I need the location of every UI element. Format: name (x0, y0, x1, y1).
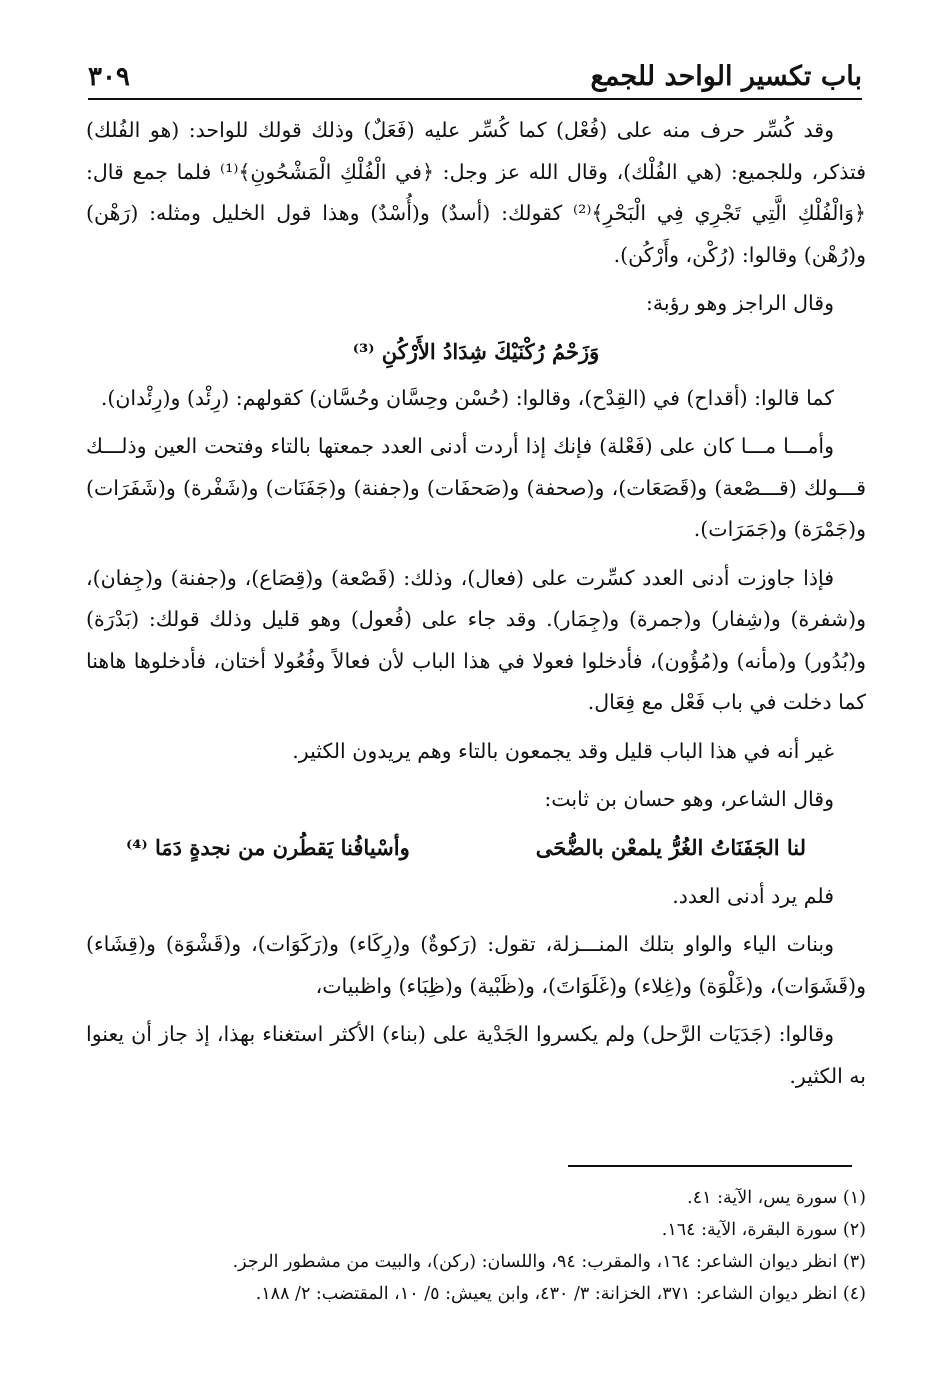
poem-couplet (86, 828, 866, 868)
paragraph-10: وقالوا: (جَدَيَات الرَّحل) ولم يكسروا الجَدْية على (بناء) الأكثر استغناء بهذا، إذ جاز أن يعنوا به الكثير. (86, 1022, 866, 1088)
main-text (86, 110, 866, 1104)
paragraph-4: وأمـــا مـــا كان على (فَعْلة) فإنك إذا أردت أدنى العدد جمعتها بالتاء وفتحت العين وذلـــك قـــولك (قـــصْعة) و(قَصَعَات)، و(صحفة) و(صَحفَات) و(جفنة) و(جَفَنَات) و(شَفْرة) و(شَفَرَات) و(جَمْرَة) و(جَمَرَات). (86, 434, 866, 541)
page-header (88, 58, 862, 100)
page-number: ٣٠٩ (88, 62, 130, 92)
footnote-3: (٣) انظر ديوان الشاعر: ١٦٤، والمقرب: ٩٤، واللسان: (ركن)، والبيت من مشطور الرجز. (232, 1252, 866, 1272)
paragraph-8: فلم يرد أدنى العدد. (672, 883, 834, 908)
footnote-2: (٢) سورة البقرة، الآية: ١٦٤. (661, 1220, 866, 1240)
paragraph-3: كما قالوا: (أقداح) في (القِدْح)، وقالوا: (حُسْن وحِسَّان وحُسَّان) كقولهم: (رِئْد) و(رِئْدان). (100, 385, 834, 410)
paragraph-5: فإذا جاوزت أدنى العدد كسِّرت على (فعال)، وذلك: (قَصْعة) و(قِصَاع)، و(جفنة) و(جِفان)، و(شفرة) و(شِفار) و(جمرة) و(جِمَار). وقد جاء على (فُعول) وهو قليل وذلك قولك: (بَدْرَة) و(بُدُور) و(مأنه) و(مُؤُون)، فأدخلوا فعولا في هذا الباب لأن فعالاً وفُعُولا أختان، فأدخلوها هاهنا كما دخلت في باب فَعْل مع فِعَال. (86, 565, 866, 714)
paragraph-6: غير أنه في هذا الباب قليل وقد يجمعون بالتاء وهم يريدون الكثير. (292, 738, 834, 763)
verse-line: وَزَحْمُ رُكْنَيْكَ شِدَادُ الأَرْكُنِ ⁽³⁾ (352, 338, 600, 364)
footnote-separator (568, 1165, 852, 1167)
footnote-1: (١) سورة يس، الآية: ٤١. (687, 1188, 866, 1208)
running-title: باب تكسير الواحد للجمع (590, 61, 862, 92)
paragraph-9: وبنات الياء والواو بتلك المنـــزلة، تقول: (رَكوةٌ) و(رِكَاء) و(رَكَوَات)، و(قَشْوَة) و(قِشَاء) و(قَشَوَات)، و(غَلْوَة) و(غِلاء) و(غَلَوَاتَ)، و(ظَبْية) و(ظِبَاء) واظبيات، (86, 932, 866, 998)
paragraph-7: وقال الشاعر، وهو حسان بن ثابت: (544, 787, 834, 811)
couplet-second-hemistich: وأسْيافُنا يَقطُرن من نجدةٍ دَمَا ⁽⁴⁾ (126, 834, 410, 860)
footnote-4: (٤) انظر ديوان الشاعر: ٣٧١، الخزانة: ٣/ ٤٣٠، وابن يعيش: ٥/ ١٠، المقتضب: ٢/ ١٨٨. (255, 1284, 866, 1304)
paragraph-2: وقال الراجز وهو رؤبة: (645, 291, 834, 315)
couplet-first-hemistich: لنا الجَفَنَاتُ الغُرُّ يلمعْن بالضُّحَى (535, 834, 806, 860)
footnotes (86, 1182, 866, 1310)
paragraph-1: وقد كُسِّر حرف منه على (فُعْل) كما كُسِّر عليه (فَعَلٌ) وذلك قولك للواحد: (هو الفُلك) فتذكر، وللجميع: (هي الفُلْك)، وقال الله عز وجل: ﴿في الْفُلْكِ الْمَشْحُونِ﴾⁽¹⁾ فلما جمع قال: ﴿وَالْفُلْكِ الَّتِي تَجْرِي فِي الْبَحْرِ﴾⁽²⁾ كقولك: (أسدٌ) و(أُسْدٌ) وهذا قول الخليل ومثله: (رَهْن) و(رُهْن) وقالوا: (رُكْن، وأَرْكُن). (86, 118, 866, 267)
